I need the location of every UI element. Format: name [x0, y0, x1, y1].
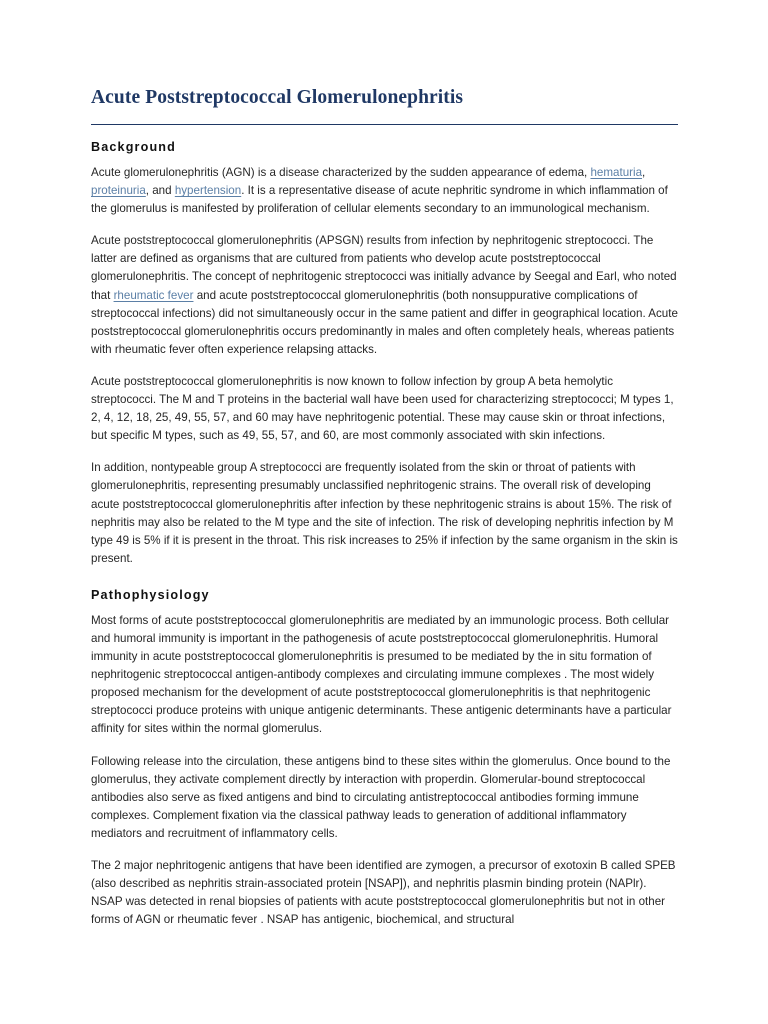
inline-link-rheumatic-fever[interactable]: rheumatic fever	[113, 288, 194, 302]
section-background	[91, 139, 678, 568]
paragraph	[91, 753, 678, 843]
document-body	[91, 139, 678, 929]
paragraph-text: Following release into the circulation, these antigens bind to these sites within the glomerulus. Once bound to the glomerulus, they activate complement directly by interaction with properdin. Glomerular-bound streptococcal antibodies also serve as fixed antigens and bind to circulating antistreptococcal antibodies forming immune complexes. Complement fixation via the classical pathway leads to generation of additional inflammatory mediators and recruitment of inflammatory cells.	[91, 754, 671, 840]
inline-link-hypertension[interactable]: hypertension	[174, 184, 242, 198]
paragraph-text: . It is a representative disease of acute nephritic syndrome in which inflammation of the glomerulus is manifested by proliferation of cellular elements secondary to an immunological mechanism.	[91, 184, 668, 216]
section-heading: Background	[91, 140, 176, 154]
inline-link-proteinuria[interactable]: proteinuria	[91, 184, 146, 198]
paragraph-text: In addition, nontypeable group A streptococci are frequently isolated from the skin or throat of patients with glomerulonephritis, representing presumably unclassified nephritogenic strains. The overall risk of developing acute poststreptococcal glomerulonephritis after infection by these nephritogenic strains is about 15%. The risk of nephritis may also be related to the M type and the site of infection. The risk of developing nephritis infection by M type 49 is 5% if it is present in the throat. This risk increases to 25% if infection by the same organism in the skin is present.	[91, 461, 678, 565]
section-pathophysiology	[91, 587, 678, 930]
paragraph-text: Acute glomerulonephritis (AGN) is a disease characterized by the sudden appearance of edema,	[91, 166, 591, 179]
paragraph-text: Acute poststreptococcal glomerulonephritis is now known to follow infection by group A beta hemolytic streptococci. The M and T proteins in the bacterial wall have been used for characterizing streptococci; M types 1, 2, 4, 12, 18, 25, 49, 55, 57, and 60 may have nephritogenic potential. These may cause skin or throat infections, but specific M types, such as 49, 55, 57, and 60, are most commonly associated with skin infections.	[91, 374, 674, 443]
paragraph	[91, 857, 678, 929]
paragraph-text: ,	[642, 166, 646, 179]
section-heading: Pathophysiology	[91, 587, 210, 602]
paragraph-text: and acute poststreptococcal glomerulonephritis (both nonsuppurative complications of streptococcal infections) did not simultaneously occur in the same patient and differ in geographical location. Acute poststreptococcal glomerulonephritis occurs predominantly in males and often completely heals, whereas patients with rheumatic fever often experience relapsing attacks.	[91, 288, 678, 356]
paragraph	[91, 164, 678, 218]
paragraph-text: Most forms of acute poststreptococcal glomerulonephritis are mediated by an immunologic process. Both cellular and humoral immunity is important in the pathogenesis of acute poststreptococcal glomerulonephritis. Humoral immunity in acute poststreptococcal glomerulonephritis is presumed to be mediated by the in situ formation of nephritogenic streptococcal antigen-antibody complexes and circulating immune complexes . The most widely proposed mechanism for the development of acute poststreptococcal glomerulonephritis is that nephritogenic streptococci produce proteins with unique antigenic determinants. These antigenic determinants have a particular affinity for sites within the normal glomerulus.	[91, 613, 672, 736]
paragraph	[91, 373, 678, 445]
paragraph	[91, 232, 678, 359]
title-divider	[91, 124, 678, 125]
paragraph	[91, 612, 678, 739]
paragraph-text: , and	[145, 184, 175, 198]
inline-link-hematuria[interactable]: hematuria	[590, 166, 643, 179]
page-title: Acute Poststreptococcal Glomerulonephritis	[91, 87, 464, 108]
paragraph-text: The 2 major nephritogenic antigens that have been identified are zymogen, a precursor of exotoxin B called SPEB (also described as nephritis strain-associated protein [NSAP]), and nephritis plasmin binding protein (NAPlr). NSAP was detected in renal biopsies of patients with acute poststreptococcal glomerulonephritis but not in other forms of AGN or rheumatic fever . NSAP has antigenic, biochemical, and structural	[91, 859, 676, 927]
paragraph-text: Acute poststreptococcal glomerulonephritis (APSGN) results from infection by nephritogenic streptococci. The latter are defined as organisms that are cultured from patients who develop acute poststreptococcal glomerulonephritis. The concept of nephritogenic streptococci was initially advance by Seegal and Earl, who noted that	[91, 234, 677, 302]
paragraph	[91, 459, 678, 568]
